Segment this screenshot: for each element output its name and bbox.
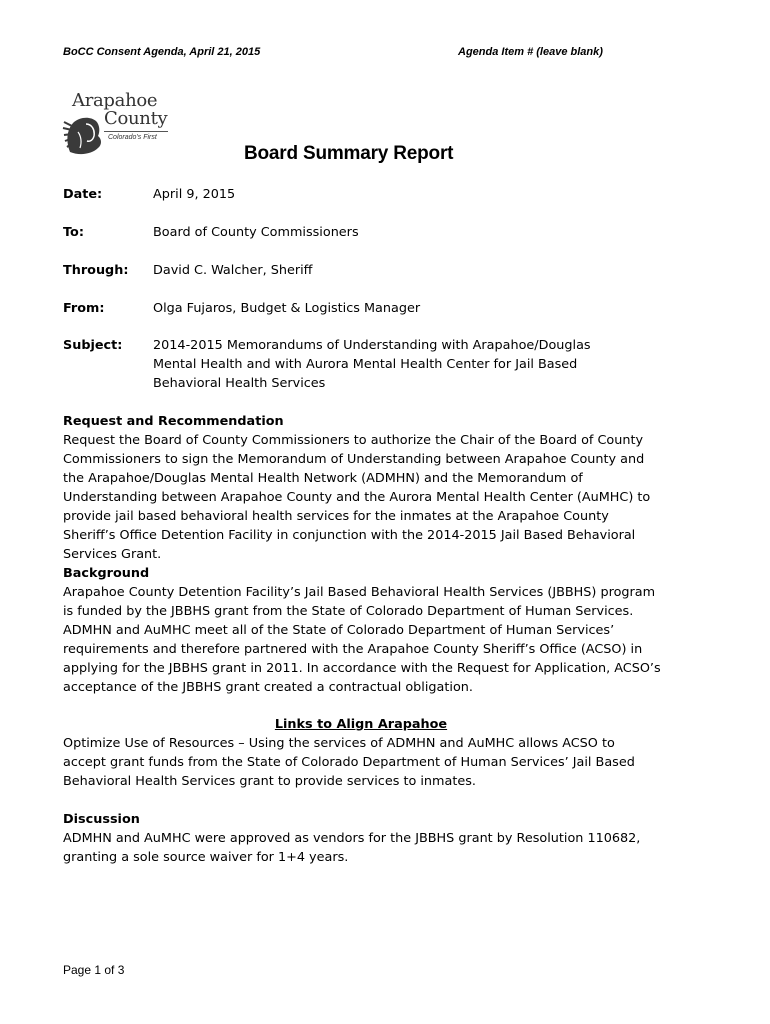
date-value: April 9, 2015: [153, 187, 236, 202]
discussion-heading: Discussion: [63, 812, 140, 827]
request-text: Request the Board of County Commissioners to authorize the Chair of the Board of County Commissioners to sign the Memorandum of Understanding between Arapahoe County and the Arapahoe/Douglas Mental Health Network (ADMHN) and the Memorandum of Understanding between Arapahoe County and the Aurora Mental Health Center (AuMHC) to provide jail based behavioral health services for the inmates at the Arapahoe County Sheriff’s Office Detention Facility in conjunction with the 2014-2015 Jail Based Behavioral Services Grant.: [63, 433, 651, 562]
to-value: Board of County Commissioners: [153, 225, 359, 240]
logo-tagline: Colorado's First: [108, 134, 157, 141]
request-heading: Request and Recommendation: [63, 414, 284, 429]
links-text: Optimize Use of Resources – Using the services of ADMHN and AuMHC allows ACSO to accept grant funds from the State of Colorado Department of Human Services’ Jail Based Behavioral Health Services grant to provide services to inmates.: [63, 736, 635, 789]
request-section: [63, 412, 658, 564]
logo-text-arapahoe: Arapahoe: [72, 90, 158, 111]
background-section: [63, 564, 661, 697]
from-value: Olga Fujaros, Budget & Logistics Manager: [153, 301, 421, 316]
links-section: [63, 715, 659, 791]
background-heading: Background: [63, 566, 150, 581]
page-title: Board Summary Report: [244, 143, 454, 164]
native-head-icon: [62, 112, 108, 158]
from-label: From:: [63, 301, 105, 316]
background-text: Arapahoe County Detention Facility’s Jail Based Behavioral Health Services (JBBHS) program is funded by the JBBHS grant from the State of Colorado Department of Human Services. ADMHN and AuMHC meet all of the State of Colorado Department of Human Services’ requirements and therefore partnered with the Arapahoe County Sheriff’s Office (ACSO) in applying for the JBBHS grant in 2011. In accordance with the Request for Application, ACSO’s acceptance of the JBBHS grant created a contractual obligation.: [63, 585, 661, 695]
through-label: Through:: [63, 263, 129, 278]
discussion-text: ADMHN and AuMHC were approved as vendors for the JBBHS grant by Resolution 110682, granting a sole source waiver for 1+4 years.: [63, 831, 641, 865]
page-number: Page 1 of 3: [63, 963, 125, 977]
logo-rule: [104, 131, 168, 132]
date-label: Date:: [63, 187, 103, 202]
discussion-section: [63, 810, 653, 867]
header-agenda-item: Agenda Item # (leave blank): [458, 46, 603, 58]
links-heading: Links to Align Arapahoe: [274, 717, 448, 732]
subject-label: Subject:: [63, 338, 123, 353]
county-logo: [60, 90, 180, 160]
header-agenda-date: BoCC Consent Agenda, April 21, 2015: [63, 46, 261, 58]
to-label: To:: [63, 225, 84, 240]
through-value: David C. Walcher, Sheriff: [153, 263, 313, 278]
logo-text-county: County: [104, 108, 168, 129]
subject-value: 2014-2015 Memorandums of Understanding with Arapahoe/Douglas Mental Health and with Aurora Mental Health Center for Jail Based Behavioral Health Services: [153, 338, 591, 391]
